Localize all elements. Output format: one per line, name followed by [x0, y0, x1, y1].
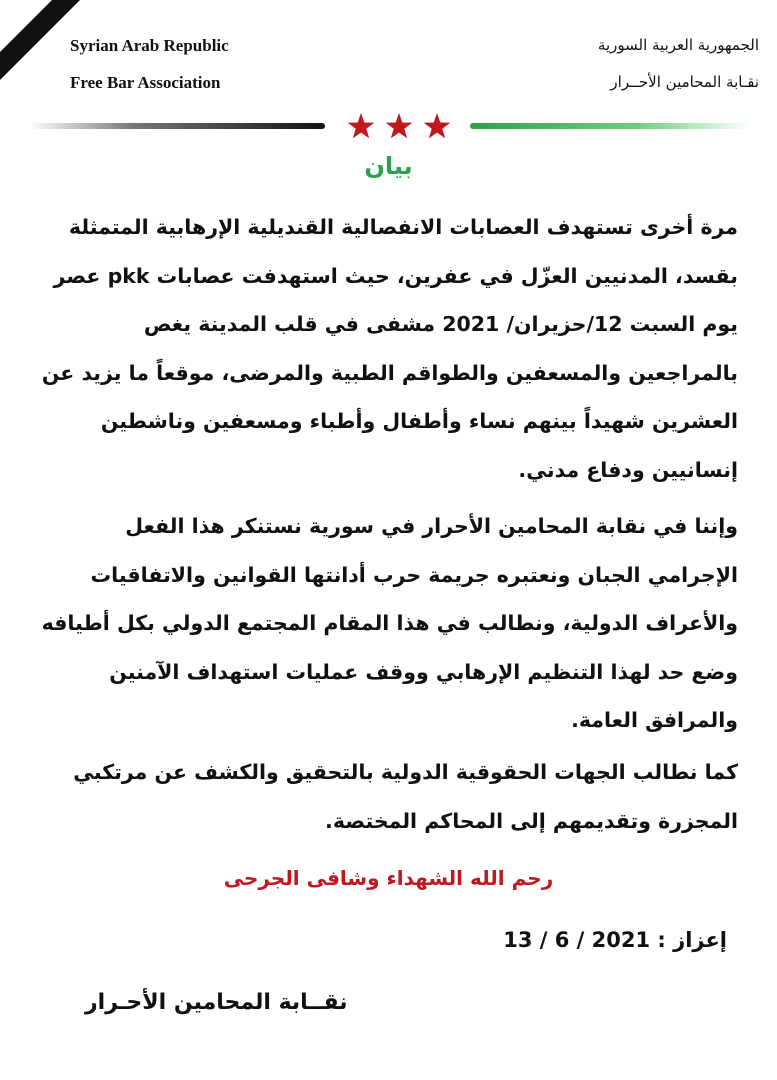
- statement-title: بيان: [364, 152, 413, 180]
- paragraph-line: يوم السبت 12/حزيران/ 2021 مشفى في قلب المدينة يغص: [143, 312, 738, 336]
- red-star-icon: [424, 113, 451, 138]
- date-label: إعزاز :: [657, 928, 727, 952]
- signature: نقــابة المحامين الأحـرار: [85, 990, 348, 1015]
- paragraph-line: كما نطالب الجهات الحقوقية الدولية بالتحقيق والكشف عن مرتكبي: [73, 760, 738, 784]
- header-en-country: Syrian Arab Republic: [70, 36, 229, 55]
- black-stripe: [30, 123, 325, 129]
- header-ar-country: الجمهورية العربية السورية: [597, 36, 759, 54]
- paragraph-line: وضع حد لهذا التنظيم الإرهابي ووقف عمليات استهداف الآمنين: [109, 659, 738, 684]
- date-line: [503, 928, 727, 952]
- red-star-icon: [386, 113, 413, 138]
- paragraph-line: مرة أخرى تستهدف العصابات الانفصالية القنديلية الإرهابية المتمثلة: [68, 215, 738, 239]
- paragraph-1: [38, 203, 738, 494]
- paragraph-line: إنسانيين ودفاع مدني.: [518, 457, 738, 482]
- paragraph-line: وإننا في نقابة المحامين الأحرار في سورية نستنكر هذا الفعل: [125, 514, 738, 538]
- mourning-ribbon-icon: [0, 0, 80, 80]
- flag-divider: [30, 112, 750, 140]
- paragraph-line: العشرين شهيداً بينهم نساء وأطفال وأطباء ومسعفين وناشطين: [100, 409, 738, 433]
- red-star-icon: [348, 113, 375, 138]
- paragraph-line: والمرافق العامة.: [571, 708, 738, 732]
- paragraph-3: [38, 748, 738, 845]
- paragraph-line: بقسد، المدنيين العزّل في عفرين، حيث استهدفت عصابات pkk عصر: [53, 263, 738, 288]
- paragraph-line: المجزرة وتقديمهم إلى المحاكم المختصة.: [325, 808, 738, 833]
- header-en-association: Free Bar Association: [70, 73, 221, 92]
- prayer-line: رحم الله الشهداء وشافى الجرحى: [223, 866, 554, 890]
- paragraph-line: الإجرامي الجبان ونعتبره جريمة حرب أدانتها القوانين والاتفاقيات: [90, 562, 738, 587]
- paragraph-2: [38, 502, 738, 745]
- date-value: 13 / 6 / 2021: [503, 928, 651, 952]
- green-stripe: [470, 123, 750, 129]
- paragraph-line: والأعراف الدولية، ونطالب في هذا المقام المجتمع الدولي بكل أطيافه: [41, 611, 738, 635]
- header-ar-association: نقـابة المحامين الأحــرار: [610, 73, 759, 91]
- paragraph-line: بالمراجعين والمسعفين والطواقم الطبية والمرضى، موقعاً ما يزيد عن: [41, 360, 738, 385]
